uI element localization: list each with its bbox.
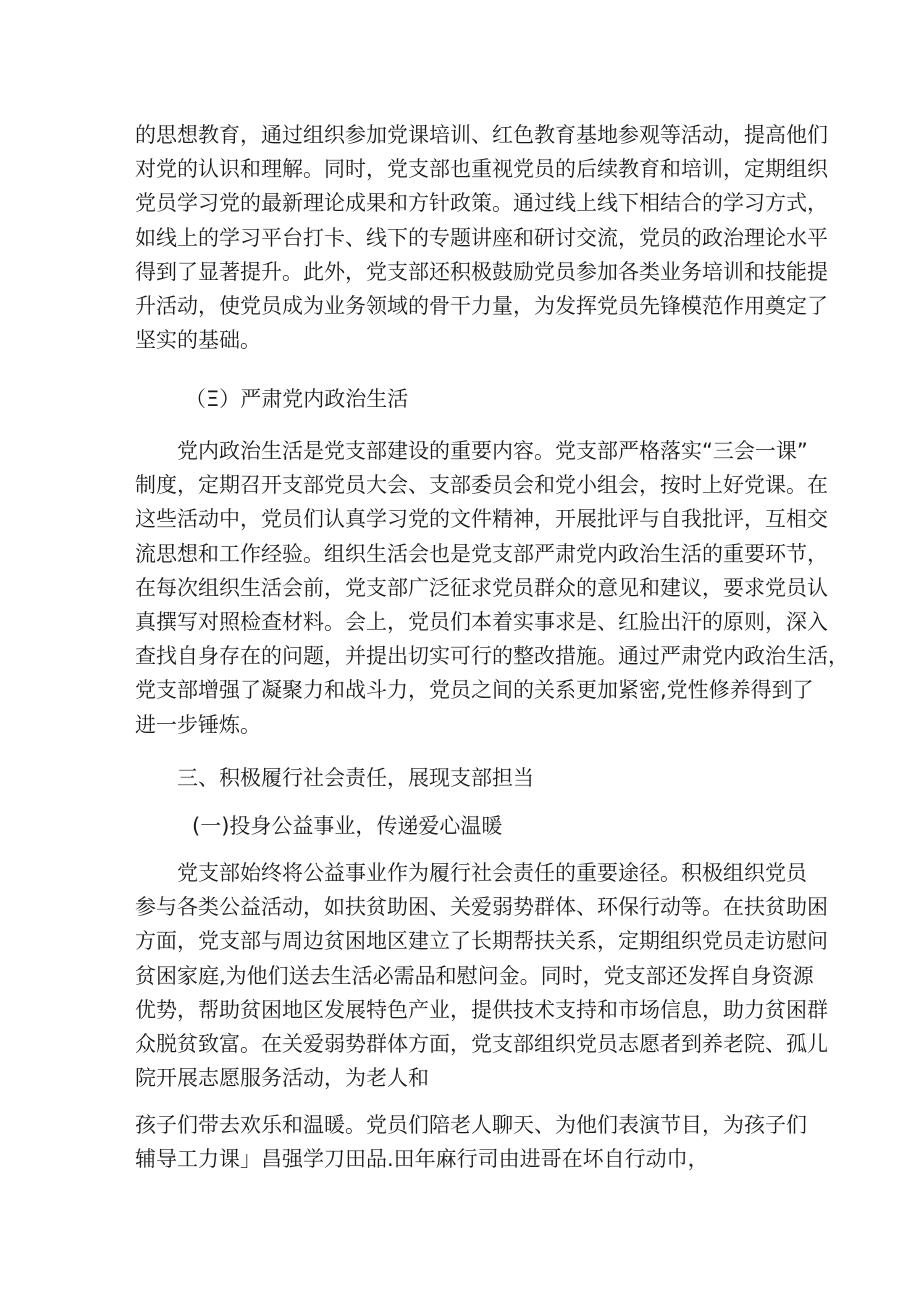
text-line: 如线上的学习平台打卡、线下的专题讲座和研讨交流，党员的政治理论水平 (135, 225, 828, 250)
text-line: 真撰写对照检查材料。会上，党员们本着实事求是、红脸出汗的原则，深入 (135, 610, 828, 635)
text-line: 升活动，使党员成为业务领域的骨干力量，为发挥党员先锋模范作用奠定了 (135, 294, 828, 319)
text-line: 党支部始终将公益事业作为履行社会责任的重要途径。积极组织党员 (177, 861, 807, 885)
text-line: 流思想和工作经验。组织生活会也是党支部严肃党内政治生活的重要环节， (135, 541, 828, 566)
text-line: 坚实的基础。 (135, 328, 261, 353)
text-line: 在每次组织生活会前，党支部广泛征求党员群众的意见和建议，要求党员认 (135, 575, 828, 600)
text-line: 众脱贫致富。在关爱弱势群体方面，党支部组织党员志愿者到养老院、孤儿 (135, 1032, 828, 1057)
paragraph-public-welfare (135, 856, 828, 1095)
text-line: 制度，定期召开支部党员大会、支部委员会和党小组会，按时上好党课。在 (135, 473, 828, 498)
text-line: 贫困家庭,为他们送去生活必需品和慰问金。同时，党支部还发挥自身资源 (135, 963, 814, 988)
text-line: 党内政治生活是党支部建设的重要内容。党支部严格落实“三会一课” (177, 439, 808, 463)
text-line: 得到了显著提升。此外，党支部还积极鼓励党员参加各类业务培训和技能提 (135, 259, 828, 284)
text-line: 这些活动中，党员们认真学习党的文件精神，开展批评与自我批评，互相交 (135, 507, 828, 532)
heading-section-3: 三、积极履行社会责任，展现支部担当 (177, 766, 534, 790)
text-line: 党支部增强了凝聚力和战斗力，党员之间的关系更加紧密,党性修养得到了 (135, 678, 814, 703)
text-line: 党员学习党的最新理论成果和方针政策。通过线上线下相结合的学习方式， (135, 191, 828, 216)
text-line: 对党的认识和理解。同时，党支部也重视党员的后续教育和培训，定期组织 (135, 157, 828, 182)
paragraph-political-education (135, 118, 828, 357)
text-line: 辅导工力课」昌强学刀田品.田年麻行司由进哥在坏自行动巾， (135, 1147, 709, 1172)
text-line: 院开展志愿服务活动，为老人和 (135, 1066, 429, 1091)
text-line: 优势，帮助贫困地区发展特色产业，提供技术支持和市场信息，助力贫困群 (135, 997, 828, 1022)
text-line: 的思想教育，通过组织参加党课培训、红色教育基地参观等活动，提高他们 (135, 123, 828, 147)
text-line: 查找自身存在的问题，并提出切实可行的整改措施。通过严肃党内政治生活， (135, 644, 849, 669)
paragraph-continuation (135, 1108, 807, 1176)
heading-section-2-3: （Ξ）严肃党内政治生活 (185, 387, 409, 411)
text-line: 进一步锤炼。 (135, 712, 261, 737)
paragraph-party-political-life (135, 434, 849, 742)
text-line: 方面，党支部与周边贫困地区建立了长期帮扶关系，定期组织党员走访慰问 (135, 929, 828, 954)
text-line: 参与各类公益活动，如扶贫助困、关爱弱势群体、环保行动等。在扶贫助困 (135, 895, 828, 920)
heading-subsection-3-1: (一)投身公益事业，传递爱心温暖 (192, 814, 503, 838)
text-line: 孩子们带去欢乐和温暖。党员们陪老人聊天、为他们表演节目，为孩子们 (135, 1113, 807, 1137)
